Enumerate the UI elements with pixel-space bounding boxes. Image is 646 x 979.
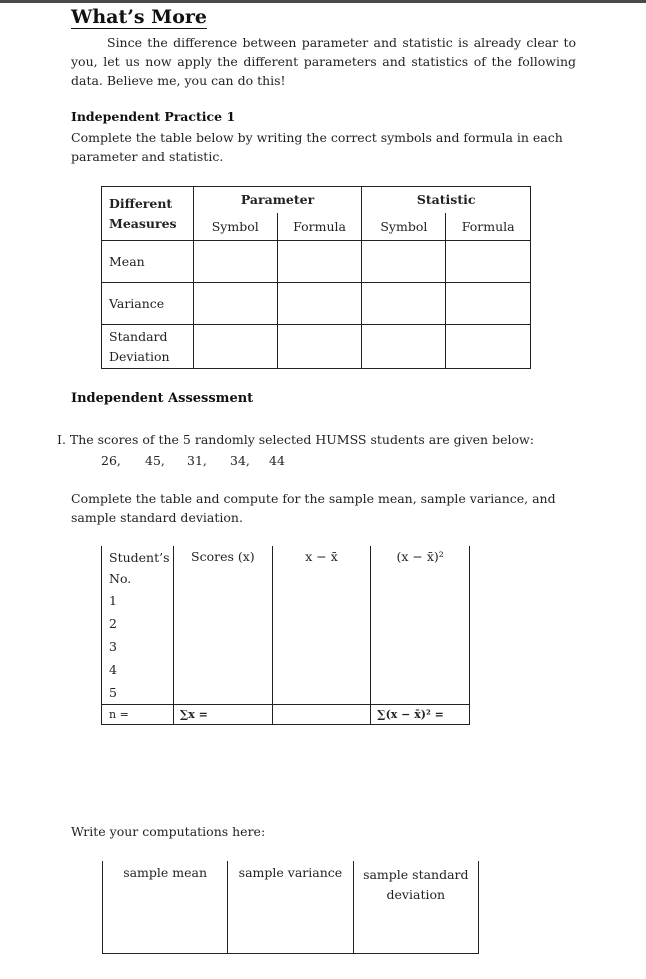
cell-param-symbol-variance[interactable] bbox=[193, 283, 277, 325]
comp-sample-variance-label: sample variance bbox=[238, 865, 343, 880]
cell-stat-formula-sd[interactable] bbox=[446, 325, 531, 369]
assessment-heading: Independent Assessment bbox=[71, 391, 254, 406]
score-value: 44 bbox=[269, 453, 285, 468]
cell-param-symbol-mean[interactable] bbox=[193, 241, 277, 283]
header-statistic: Statistic bbox=[362, 187, 531, 213]
header-squared-deviation: (x − x̄)² bbox=[371, 546, 470, 589]
assessment-question: I. The scores of the 5 randomly selected HUMSS students are given below: bbox=[57, 432, 534, 447]
cell-stat-formula-variance[interactable] bbox=[446, 283, 531, 325]
header-measures-line1: Different bbox=[109, 195, 173, 211]
student-no: 3 bbox=[102, 635, 174, 658]
cell-squared[interactable] bbox=[371, 589, 470, 612]
student-no: 5 bbox=[102, 681, 174, 704]
student-no: 2 bbox=[102, 612, 174, 635]
header-param-formula: Formula bbox=[277, 213, 362, 241]
score-value: 34, bbox=[230, 453, 250, 468]
header-measures-line2: Measures bbox=[109, 215, 177, 231]
cell-squared[interactable] bbox=[371, 681, 470, 704]
cell-score[interactable] bbox=[173, 635, 272, 658]
computations-label: Write your computations here: bbox=[71, 824, 266, 839]
table-footer-row bbox=[102, 704, 470, 724]
cell-deviation[interactable] bbox=[272, 658, 371, 681]
header-deviation: x − x̄ bbox=[272, 546, 371, 589]
table-row bbox=[102, 325, 531, 369]
header-student-line2: No. bbox=[102, 568, 174, 589]
comp-sample-variance[interactable] bbox=[228, 861, 353, 953]
cell-param-formula-mean[interactable] bbox=[277, 241, 362, 283]
cell-stat-symbol-variance[interactable] bbox=[362, 283, 446, 325]
scores-table bbox=[101, 546, 470, 725]
assessment-instruction: Complete the table and compute for the sample mean, sample variance, and sample standard deviation. bbox=[71, 491, 556, 525]
cell-stat-symbol-mean[interactable] bbox=[362, 241, 446, 283]
header-param-symbol: Symbol bbox=[193, 213, 277, 241]
top-border bbox=[0, 0, 646, 3]
cell-score[interactable] bbox=[173, 589, 272, 612]
table-row bbox=[102, 283, 531, 325]
cell-deviation[interactable] bbox=[272, 635, 371, 658]
student-no: 1 bbox=[102, 589, 174, 612]
cell-squared[interactable] bbox=[371, 658, 470, 681]
footer-empty bbox=[272, 704, 371, 724]
practice-instruction: Complete the table below by writing the correct symbols and formula in each parameter and statistic. bbox=[71, 130, 563, 164]
header-scores: Scores (x) bbox=[173, 546, 272, 589]
cell-score[interactable] bbox=[173, 681, 272, 704]
table-row bbox=[102, 241, 531, 283]
row-label-variance: Variance bbox=[102, 283, 194, 325]
cell-deviation[interactable] bbox=[272, 681, 371, 704]
cell-squared[interactable] bbox=[371, 612, 470, 635]
footer-n: n = bbox=[102, 704, 174, 724]
comp-sample-mean[interactable] bbox=[103, 861, 228, 953]
cell-score[interactable] bbox=[173, 612, 272, 635]
header-measures bbox=[102, 187, 194, 241]
comp-sample-sd-label-line2: deviation bbox=[386, 887, 446, 902]
table-row bbox=[102, 612, 470, 635]
cell-param-formula-variance[interactable] bbox=[277, 283, 362, 325]
score-value: 26, bbox=[101, 453, 121, 468]
header-stat-formula: Formula bbox=[446, 213, 531, 241]
cell-param-symbol-sd[interactable] bbox=[193, 325, 277, 369]
score-value: 45, bbox=[145, 453, 165, 468]
table-row bbox=[102, 635, 470, 658]
table-row bbox=[102, 589, 470, 612]
comp-sample-sd-label-line1: sample standard bbox=[363, 867, 469, 882]
student-no: 4 bbox=[102, 658, 174, 681]
cell-score[interactable] bbox=[173, 658, 272, 681]
score-value: 31, bbox=[187, 453, 207, 468]
footer-sum-x: ∑x = bbox=[173, 704, 272, 724]
comp-sample-mean-label: sample mean bbox=[123, 865, 208, 880]
page-title: What’s More bbox=[71, 6, 207, 28]
cell-deviation[interactable] bbox=[272, 589, 371, 612]
cell-deviation[interactable] bbox=[272, 612, 371, 635]
table-row bbox=[102, 681, 470, 704]
computations-table bbox=[102, 861, 479, 954]
header-student-line1: Student’s bbox=[102, 546, 174, 568]
practice-heading: Independent Practice 1 bbox=[71, 109, 236, 124]
cell-param-formula-sd[interactable] bbox=[277, 325, 362, 369]
parameter-statistic-table bbox=[101, 186, 531, 369]
cell-squared[interactable] bbox=[371, 635, 470, 658]
intro-paragraph: Since the difference between parameter and statistic is already clear to you, let us now apply the different parameters and statistics of the following data. Believe me, you can do this! bbox=[71, 35, 576, 88]
row-label-std-dev: Standard Deviation bbox=[102, 325, 194, 369]
comp-sample-sd[interactable] bbox=[353, 861, 478, 953]
row-label-mean: Mean bbox=[102, 241, 194, 283]
cell-stat-formula-mean[interactable] bbox=[446, 241, 531, 283]
cell-stat-symbol-sd[interactable] bbox=[362, 325, 446, 369]
header-parameter: Parameter bbox=[193, 187, 362, 213]
table-row bbox=[102, 658, 470, 681]
header-stat-symbol: Symbol bbox=[362, 213, 446, 241]
footer-sum-squared: ∑(x − x̄)² = bbox=[371, 704, 470, 724]
